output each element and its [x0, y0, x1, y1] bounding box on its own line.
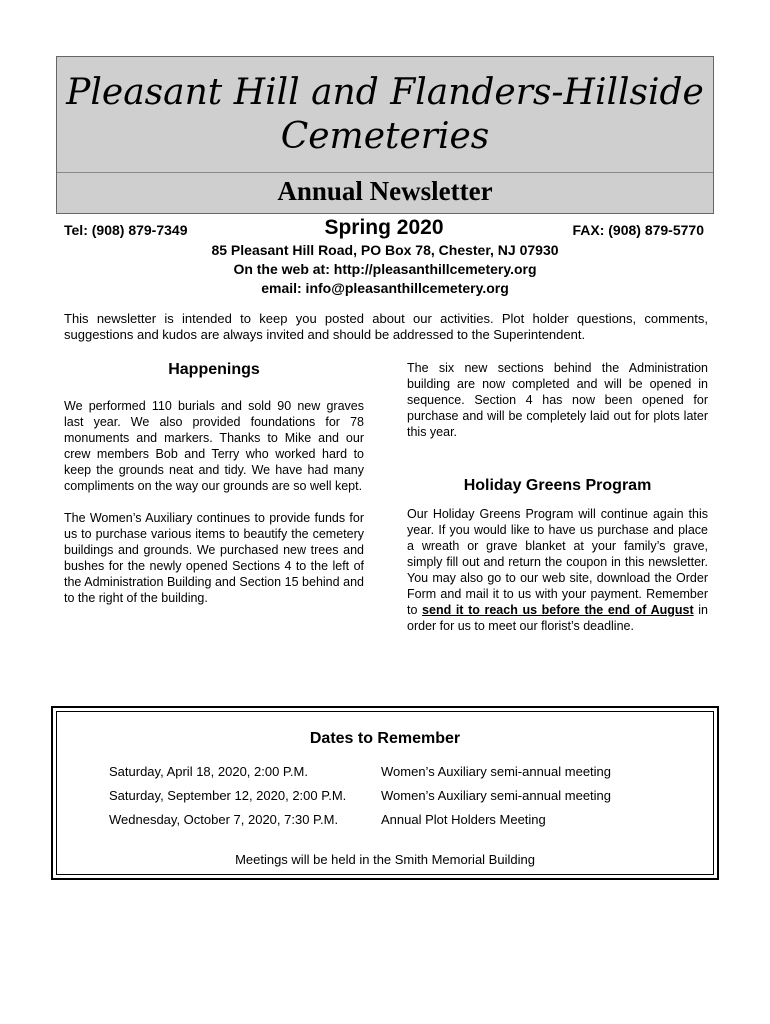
happenings-heading: Happenings [168, 361, 260, 378]
date-event: Women’s Auxiliary semi-annual meeting [381, 788, 612, 803]
holiday-greens-paragraph [407, 506, 708, 634]
title-line-2: Cemeteries [280, 116, 490, 157]
right-column [407, 360, 708, 634]
holiday-text-after: in order for us to meet our florist’s deadline. [407, 603, 708, 633]
date-when: Wednesday, October 7, 2020, 7:30 P.M. [109, 812, 339, 827]
newsletter-subtitle: Annual Newsletter [277, 176, 493, 206]
website-line[interactable]: On the web at: http://pleasanthillcemetery.org [233, 261, 537, 277]
newsletter-title [57, 71, 713, 159]
intro-paragraph: This newsletter is intended to keep you posted about our activities. Plot holder questions, comments, suggestions and kudos are always invited and should be addressed to the Superintendent. [64, 311, 708, 342]
date-row [109, 764, 693, 782]
holiday-deadline-emphasis: send it to reach us before the end of August [422, 603, 694, 617]
fax-number: FAX: (908) 879-5770 [572, 222, 704, 238]
dates-inner-frame [56, 711, 714, 875]
email-line[interactable]: email: info@pleasanthillcemetery.org [261, 280, 509, 296]
title-line-1: Pleasant Hill and Flanders-Hillside [66, 72, 704, 113]
sections-update-paragraph: The six new sections behind the Administration building are now completed and will be opened in sequence. Section 4 has now been opened for purchase and will be completely laid out for plots later this year. [407, 361, 708, 439]
date-row [109, 788, 693, 806]
holiday-text-before: Our Holiday Greens Program will continue again this year. If you would like to have us purchase and place a wreath or grave blanket at your family’s grave, simply fill out and return the coupon in this newsletter. You may also go to our web site, download the Order Form and mail it to us with your payment. Remember to [407, 507, 708, 617]
date-event: Annual Plot Holders Meeting [381, 812, 546, 827]
dates-heading: Dates to Remember [309, 730, 461, 747]
happenings-paragraph-2: The Women’s Auxiliary continues to provide funds for us to purchase various items to beautify the cemetery buildings and grounds. We purchased new trees and bushes for the newly opened Sections 4 to the left of the Administration Building and Section 15 behind and to the right of the building. [64, 511, 364, 605]
holiday-greens-heading: Holiday Greens Program [463, 477, 652, 494]
postal-address: 85 Pleasant Hill Road, PO Box 78, Chester, NJ 07930 [211, 242, 559, 258]
dates-to-remember-box [51, 706, 719, 880]
date-when: Saturday, September 12, 2020, 2:00 P.M. [109, 788, 347, 803]
date-row [109, 812, 693, 830]
happenings-paragraph-1: We performed 110 burials and sold 90 new graves last year. We also provided foundations for 78 monuments and markers. Thanks to Mike and our crew members Bob and Terry who worked hard to keep the grounds neat and tidy. We have had many compliments on the way our grounds are so well kept. [64, 399, 364, 493]
telephone: Tel: (908) 879-7349 [64, 222, 188, 238]
date-when: Saturday, April 18, 2020, 2:00 P.M. [109, 764, 308, 779]
meeting-location-note: Meetings will be held in the Smith Memorial Building [235, 852, 535, 867]
issue-season: Spring 2020 [324, 216, 444, 239]
address-block [0, 241, 770, 298]
left-column [64, 360, 364, 606]
date-event: Women’s Auxiliary semi-annual meeting [381, 764, 612, 779]
masthead [56, 56, 714, 214]
